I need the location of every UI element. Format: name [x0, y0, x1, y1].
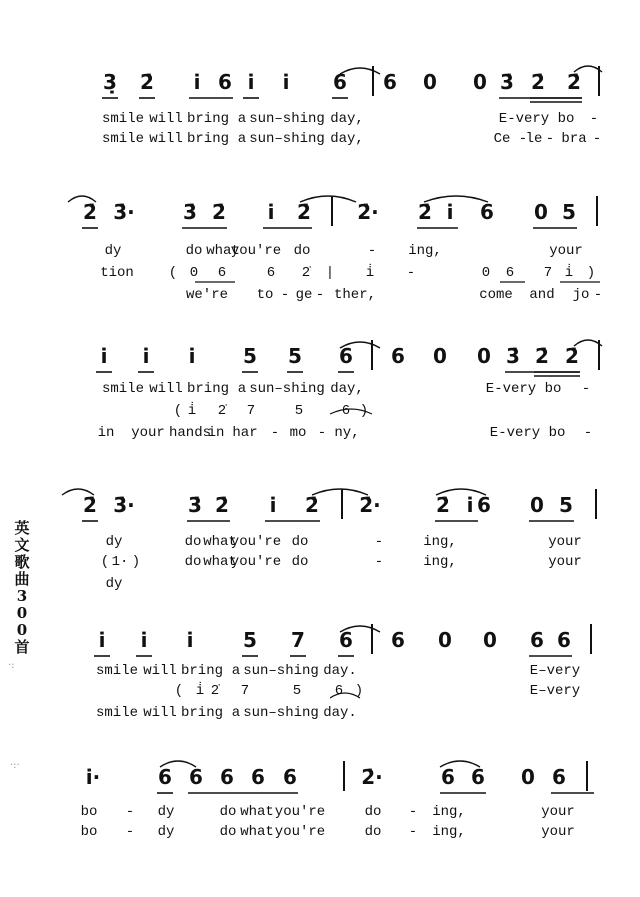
lyric-word: sun–shing [243, 705, 319, 721]
lyric-word: E-very [489, 425, 541, 441]
note: 6 [441, 765, 455, 789]
note: 2̇· [357, 200, 379, 224]
note: 6 [339, 344, 353, 368]
lyric-word: ing, [408, 243, 442, 259]
lyric-word: day. [323, 705, 357, 721]
lyric-word: a [231, 663, 241, 679]
lyric-word: 2̇ [210, 683, 220, 699]
note: i̇ [188, 344, 196, 368]
lyric-word: and [529, 287, 555, 303]
lyric-word: 2̇ [301, 265, 311, 281]
lyric-word: you're [230, 243, 282, 259]
note: 6 [218, 70, 232, 94]
note: 3̣ [103, 70, 117, 94]
lyric-word: - [518, 131, 528, 147]
lyric-word: you're [274, 804, 326, 820]
note: 2̇ [418, 200, 432, 224]
lyric-word: day, [330, 381, 364, 397]
note: 0 [521, 765, 535, 789]
lyric-word: 5 [292, 683, 302, 699]
slur [312, 489, 368, 495]
slur [574, 340, 602, 346]
lyric-word: Ce [493, 131, 511, 147]
side-caption-char: 首 [14, 638, 30, 656]
lyric-word: bring [186, 111, 230, 127]
lyric-word: what [203, 554, 237, 570]
score-marks [0, 485, 640, 625]
note: 2̇ [215, 493, 229, 517]
lyric-word: smile [101, 131, 145, 147]
lyric-word: your [549, 243, 583, 259]
note: 2̇ [535, 344, 549, 368]
lyric-word: le [525, 131, 543, 147]
lyric-word: E–very [529, 663, 581, 679]
lyric-word: 0 [189, 265, 199, 281]
page-smudge: ·: [8, 660, 15, 671]
lyric-word: sun–shing [243, 663, 319, 679]
lyric-word: come [479, 287, 513, 303]
lyric-word: ( [173, 403, 183, 419]
lyric-word: do [364, 824, 382, 840]
lyric-word: your [541, 824, 575, 840]
lyric-word: ( [100, 554, 110, 570]
lyric-word: ) [359, 403, 369, 419]
lyric-word: - [545, 131, 555, 147]
lyric-word: your [548, 534, 582, 550]
score-marks [0, 336, 640, 476]
note: i̇ [193, 70, 201, 94]
lyric-word: - [367, 243, 377, 259]
lyric-word: - [581, 381, 591, 397]
lyric-word: - [125, 804, 135, 820]
side-caption-char: 3 [16, 587, 28, 605]
note: 2̇· [361, 765, 383, 789]
lyric-word: 2̇ [217, 403, 227, 419]
lyric-word: bra [561, 131, 587, 147]
lyric-word: dy [105, 534, 123, 550]
note: 0 [534, 200, 548, 224]
lyric-word: to [256, 287, 274, 303]
lyric-word: jo [572, 287, 590, 303]
lyric-word: bring [186, 131, 230, 147]
lyric-word: in [207, 425, 225, 441]
lyric-word: will [143, 705, 177, 721]
lyric-word: dy [104, 243, 122, 259]
side-caption-char: 曲 [14, 570, 30, 588]
lyric-word: do [291, 534, 309, 550]
lyric-word: 6 [266, 265, 276, 281]
note: 2̇ [567, 70, 581, 94]
note: 2̇ [212, 200, 226, 224]
note: 6 [383, 70, 397, 94]
note: 5 [288, 344, 302, 368]
lyric-word: 7 [240, 683, 250, 699]
lyric-word: sun–shing [249, 111, 325, 127]
lyric-word: bring [180, 663, 224, 679]
lyric-word: i̇ [195, 683, 205, 699]
note: 5 [243, 628, 257, 652]
note: 6 [391, 628, 405, 652]
lyric-word: day, [330, 111, 364, 127]
lyric-word: bo [544, 381, 562, 397]
lyric-word: ) [586, 265, 596, 281]
note: i̇ [267, 200, 275, 224]
note: 6 [557, 628, 571, 652]
note: 0 [530, 493, 544, 517]
note: 3̇· [113, 493, 135, 517]
lyric-word: bo [80, 804, 98, 820]
lyric-word: smile [95, 663, 139, 679]
side-caption-char: 英 [14, 519, 30, 537]
note: 6 [158, 765, 172, 789]
lyric-word: - [374, 554, 384, 570]
note: 3̇· [113, 200, 135, 224]
note: 2̇· [359, 493, 381, 517]
lyric-word: your [131, 425, 165, 441]
note: 5 [562, 200, 576, 224]
lyric-word: - [406, 265, 416, 281]
lyric-word: bring [180, 705, 224, 721]
side-caption-char: 0 [16, 621, 28, 639]
note: 2̇ [305, 493, 319, 517]
lyric-word: 5 [294, 403, 304, 419]
slur [330, 409, 372, 414]
slur [440, 761, 480, 767]
lyric-word: smile [95, 705, 139, 721]
lyric-word: 1· [111, 554, 129, 570]
lyric-word: 6 [505, 265, 515, 281]
note: 2̇ [140, 70, 154, 94]
lyric-word: bo [80, 824, 98, 840]
note: 6 [391, 344, 405, 368]
lyric-word: do [291, 554, 309, 570]
lyric-word: ( [168, 265, 178, 281]
side-caption-char: 文 [14, 536, 30, 554]
lyric-word: - [280, 287, 290, 303]
lyric-word: ing, [423, 554, 457, 570]
lyric-word: smile [101, 381, 145, 397]
note: 0 [483, 628, 497, 652]
note: i̇ [446, 200, 454, 224]
slur [330, 693, 360, 698]
lyric-word: 7 [543, 265, 553, 281]
lyric-word: will [149, 381, 183, 397]
slur [68, 196, 96, 202]
lyric-word: har [232, 425, 258, 441]
lyric-word: bring [186, 381, 230, 397]
lyric-word: what [240, 824, 274, 840]
lyric-word: ther, [333, 287, 377, 303]
lyric-word: - [408, 824, 418, 840]
lyric-word: - [125, 824, 135, 840]
note: 0 [477, 344, 491, 368]
lyric-word: you're [274, 824, 326, 840]
slur [340, 342, 380, 348]
lyric-word: i̇ [564, 265, 574, 281]
lyric-word: a [231, 705, 241, 721]
lyric-word: - [592, 131, 602, 147]
lyric-word: do [185, 243, 203, 259]
lyric-word: a [237, 131, 247, 147]
note: 2̇ [83, 493, 97, 517]
slur [300, 196, 356, 202]
lyric-word: - [408, 804, 418, 820]
lyric-word: tion [100, 265, 134, 281]
lyric-word: - [589, 111, 599, 127]
side-caption-char: 歌 [14, 553, 30, 571]
lyric-word: what [240, 804, 274, 820]
note: 6 [339, 628, 353, 652]
lyric-word: - [593, 287, 603, 303]
note: 0 [423, 70, 437, 94]
note: 3̇ [188, 493, 202, 517]
lyric-word: 6 [334, 683, 344, 699]
lyric-word: in [97, 425, 115, 441]
note: 3̇ [500, 70, 514, 94]
lyric-word: ing, [423, 534, 457, 550]
note: 6 [251, 765, 265, 789]
lyric-word: sun–shing [249, 131, 325, 147]
lyric-word: 6 [341, 403, 351, 419]
note: 0 [473, 70, 487, 94]
lyric-word: do [364, 804, 382, 820]
note: 5 [559, 493, 573, 517]
lyric-word: - [317, 425, 327, 441]
lyric-word: dy [157, 824, 175, 840]
lyric-word: ) [354, 683, 364, 699]
lyric-word: what [203, 534, 237, 550]
lyric-word: dy [105, 576, 123, 592]
score-marks [0, 192, 640, 332]
lyric-word: what [206, 243, 240, 259]
lyric-word: a [237, 381, 247, 397]
slur [424, 196, 488, 202]
note: 7 [291, 628, 305, 652]
slur [574, 66, 602, 72]
note: 2̇ [531, 70, 545, 94]
note: 6 [530, 628, 544, 652]
slur [340, 68, 380, 74]
note: i̇ [186, 628, 194, 652]
lyric-word: | [325, 265, 335, 281]
lyric-word: do [184, 534, 202, 550]
note: 0 [433, 344, 447, 368]
lyric-word: sun–shing [249, 381, 325, 397]
note: 0 [438, 628, 452, 652]
score-marks [0, 757, 640, 897]
score-marks [0, 62, 640, 202]
note: 6 [477, 493, 491, 517]
lyric-word: i̇ [187, 403, 197, 419]
lyric-word: day, [330, 131, 364, 147]
lyric-word: you're [230, 534, 282, 550]
lyric-word: hands [168, 425, 212, 441]
lyric-word: will [149, 111, 183, 127]
note: 6 [283, 765, 297, 789]
note: i̇ [282, 70, 290, 94]
lyric-word: - [270, 425, 280, 441]
note: i̇ [269, 493, 277, 517]
slur [340, 626, 380, 632]
lyric-word: 7 [246, 403, 256, 419]
lyric-word: bo [557, 111, 575, 127]
note: 6 [552, 765, 566, 789]
note: 3̇ [506, 344, 520, 368]
lyric-word: E–very [529, 683, 581, 699]
lyric-word: ny, [334, 425, 360, 441]
slur [436, 489, 486, 495]
lyric-word: you're [230, 554, 282, 570]
lyric-word: dy [157, 804, 175, 820]
note: 6 [333, 70, 347, 94]
note: i̇ [98, 628, 106, 652]
lyric-word: ing, [432, 824, 466, 840]
lyric-word: ( [174, 683, 184, 699]
lyric-word: do [219, 824, 237, 840]
note: 2̇ [297, 200, 311, 224]
page-smudge: ·:· [10, 760, 20, 771]
lyric-word: - [315, 287, 325, 303]
lyric-word: your [541, 804, 575, 820]
note: 6 [189, 765, 203, 789]
lyric-word: will [149, 131, 183, 147]
slur [160, 761, 196, 767]
note: 5 [243, 344, 257, 368]
note: i̇ [466, 493, 474, 517]
note: 2̇ [83, 200, 97, 224]
lyric-word: - [583, 425, 593, 441]
lyric-word: E-very [485, 381, 537, 397]
lyric-word: smile [101, 111, 145, 127]
lyric-word: your [548, 554, 582, 570]
note: i̇ [140, 628, 148, 652]
lyric-word: do [219, 804, 237, 820]
lyric-word: i̇ [365, 265, 375, 281]
note: 2̇ [565, 344, 579, 368]
lyric-word: bo [548, 425, 566, 441]
lyric-word: ) [131, 554, 141, 570]
lyric-word: we're [185, 287, 229, 303]
note: 6 [480, 200, 494, 224]
lyric-word: day. [323, 663, 357, 679]
note: 6 [220, 765, 234, 789]
lyric-word: do [184, 554, 202, 570]
lyric-word: 6 [217, 265, 227, 281]
note: i̇ [142, 344, 150, 368]
note: i̇ [100, 344, 108, 368]
note: i̇ [247, 70, 255, 94]
lyric-word: ing, [432, 804, 466, 820]
lyric-word: 0 [481, 265, 491, 281]
note: i̇· [85, 765, 101, 789]
lyric-word: a [237, 111, 247, 127]
score-marks [0, 620, 640, 760]
note: 2̇ [436, 493, 450, 517]
note: 6 [471, 765, 485, 789]
slur [62, 489, 94, 495]
lyric-word: ge [295, 287, 313, 303]
note: 3̇ [183, 200, 197, 224]
lyric-word: mo [289, 425, 307, 441]
lyric-word: E-very [498, 111, 550, 127]
lyric-word: will [143, 663, 177, 679]
lyric-word: do [293, 243, 311, 259]
lyric-word: - [374, 534, 384, 550]
side-caption-char: 0 [16, 604, 28, 622]
